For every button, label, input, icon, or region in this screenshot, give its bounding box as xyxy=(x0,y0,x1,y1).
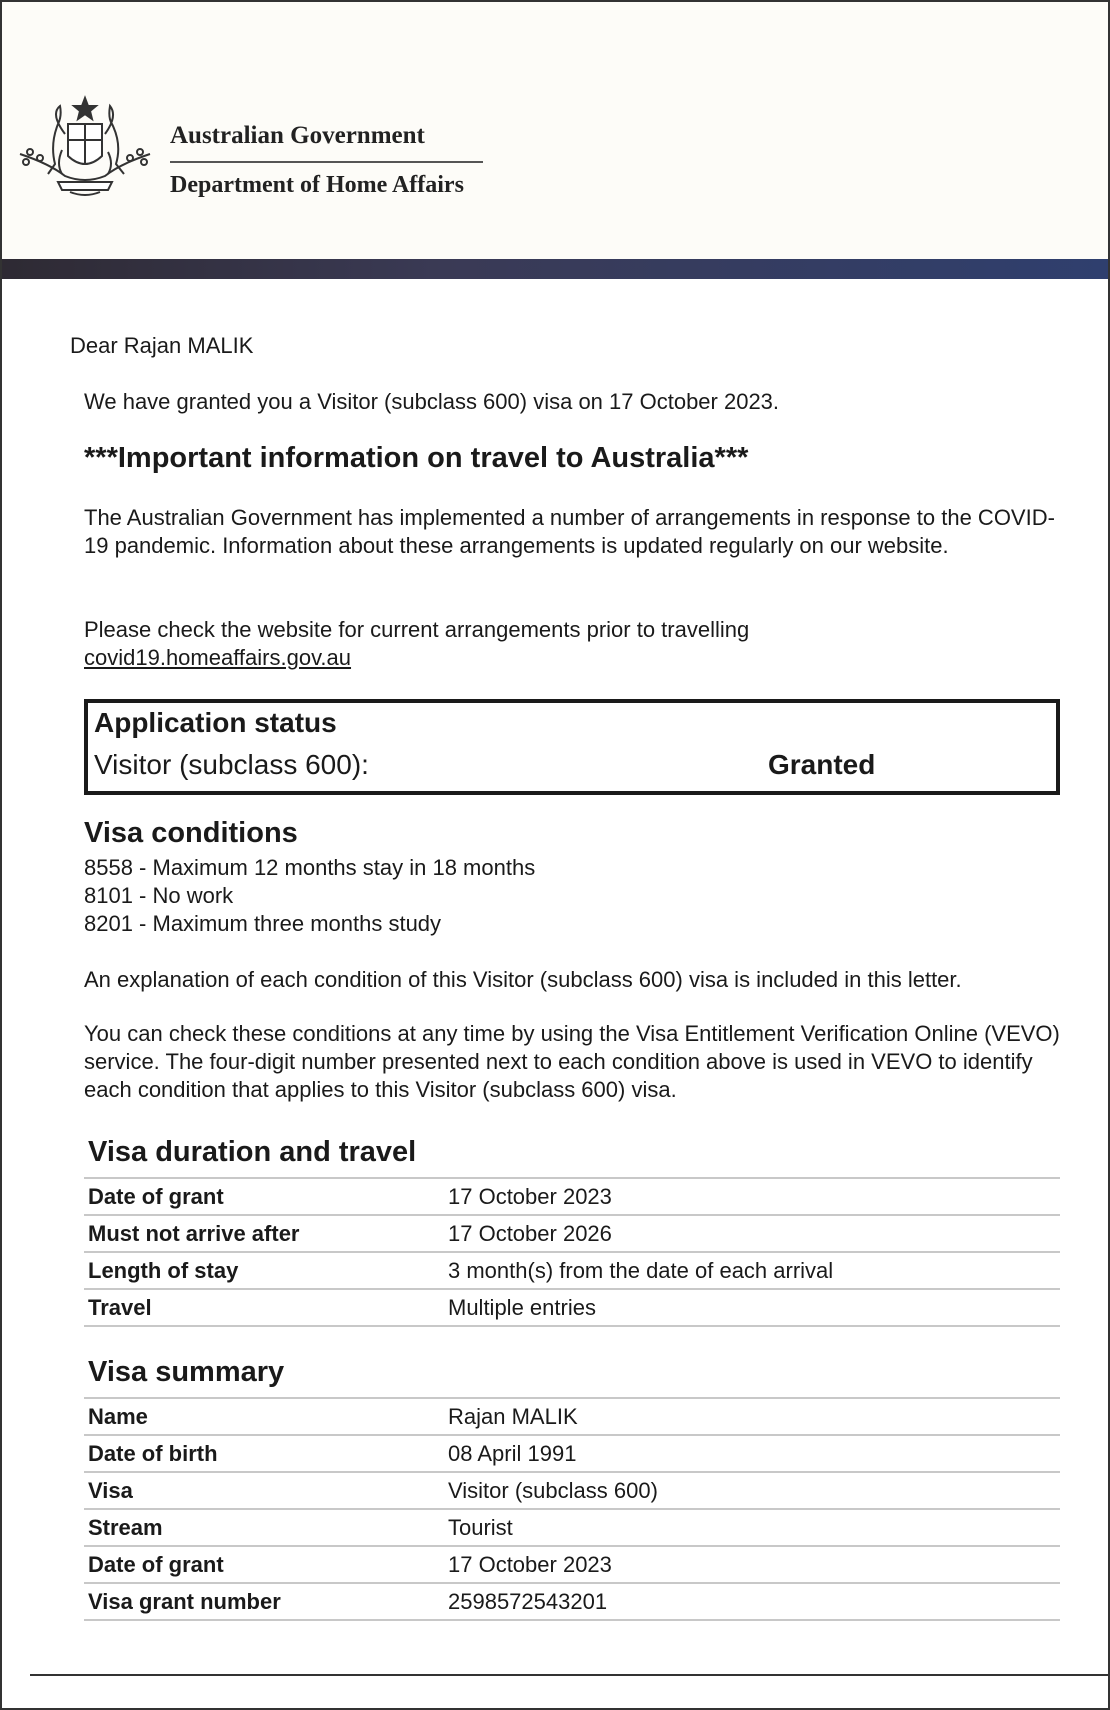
row-value: 17 October 2026 xyxy=(448,1221,612,1246)
row-key: Date of birth xyxy=(88,1441,218,1466)
row-key: Travel xyxy=(88,1295,152,1320)
row-value: 2598572543201 xyxy=(448,1589,608,1614)
coat-of-arms-icon xyxy=(10,94,160,204)
table-row xyxy=(84,1584,1060,1621)
row-value: Multiple entries xyxy=(448,1295,596,1320)
table-row xyxy=(84,1179,1060,1216)
application-status-value: Granted xyxy=(768,749,876,780)
row-value: Rajan MALIK xyxy=(448,1404,578,1429)
covid-paragraph: The Australian Government has implemented a number of arrangements in response to the COVID-19 pandemic. Information about these arrangements is updated regularly on our website. xyxy=(84,505,1055,558)
visa-conditions-title: Visa conditions xyxy=(84,817,298,849)
letterhead xyxy=(2,2,1108,259)
department-name: Department of Home Affairs xyxy=(170,172,464,198)
visa-duration-table xyxy=(84,1177,1060,1327)
row-key: Date of grant xyxy=(88,1552,224,1577)
greeting: Dear Rajan MALIK xyxy=(70,333,254,358)
table-row xyxy=(84,1216,1060,1253)
row-value: Visitor (subclass 600) xyxy=(448,1478,658,1503)
table-row xyxy=(84,1510,1060,1547)
grant-statement: We have granted you a Visitor (subclass 600) visa on 17 October 2023. xyxy=(84,389,780,414)
condition-item: 8558 - Maximum 12 months stay in 18 months xyxy=(84,855,536,880)
table-row xyxy=(84,1290,1060,1327)
visa-summary-title: Visa summary xyxy=(88,1356,285,1388)
row-value: 3 month(s) from the date of each arrival xyxy=(448,1258,834,1283)
important-heading: ***Important information on travel to Australia*** xyxy=(84,442,749,474)
visa-duration-title: Visa duration and travel xyxy=(88,1136,417,1168)
row-value: Tourist xyxy=(448,1515,513,1540)
government-name: Australian Government xyxy=(170,122,425,149)
row-key: Visa xyxy=(88,1478,133,1503)
conditions-explanation: An explanation of each condition of this Visitor (subclass 600) visa is included in this letter. xyxy=(84,967,962,992)
vevo-note: You can check these conditions at any time by using the Visa Entitlement Verification Online (VEVO) service. The four-digit number presented next to each condition above is used in VEVO to identify each condition that applies to this Visitor (subclass 600) visa. xyxy=(84,1021,1060,1102)
covid-website-link[interactable]: covid19.homeaffairs.gov.au xyxy=(84,645,352,670)
row-value: 17 October 2023 xyxy=(448,1552,612,1577)
row-key: Stream xyxy=(88,1515,163,1540)
website-paragraph xyxy=(84,616,1064,672)
table-row xyxy=(84,1547,1060,1584)
row-key: Must not arrive after xyxy=(88,1221,300,1246)
website-instruction: Please check the website for current arrangements prior to travelling xyxy=(84,617,750,642)
table-row xyxy=(84,1436,1060,1473)
table-row xyxy=(84,1473,1060,1510)
visa-summary-table xyxy=(84,1397,1060,1621)
header-divider xyxy=(170,161,483,163)
application-status-box xyxy=(84,699,1060,795)
row-value: 17 October 2023 xyxy=(448,1184,612,1209)
footer-divider xyxy=(30,1674,1108,1676)
table-row xyxy=(84,1253,1060,1290)
row-key: Visa grant number xyxy=(88,1589,281,1614)
condition-item: 8101 - No work xyxy=(84,883,234,908)
row-key: Length of stay xyxy=(88,1258,239,1283)
row-value: 08 April 1991 xyxy=(448,1441,577,1466)
row-key: Date of grant xyxy=(88,1184,224,1209)
application-status-title: Application status xyxy=(94,707,337,738)
application-status-label: Visitor (subclass 600): xyxy=(94,749,369,780)
row-key: Name xyxy=(88,1404,148,1429)
header-band xyxy=(2,259,1108,279)
visa-conditions-list xyxy=(84,854,535,938)
condition-item: 8201 - Maximum three months study xyxy=(84,911,442,936)
table-row xyxy=(84,1399,1060,1436)
